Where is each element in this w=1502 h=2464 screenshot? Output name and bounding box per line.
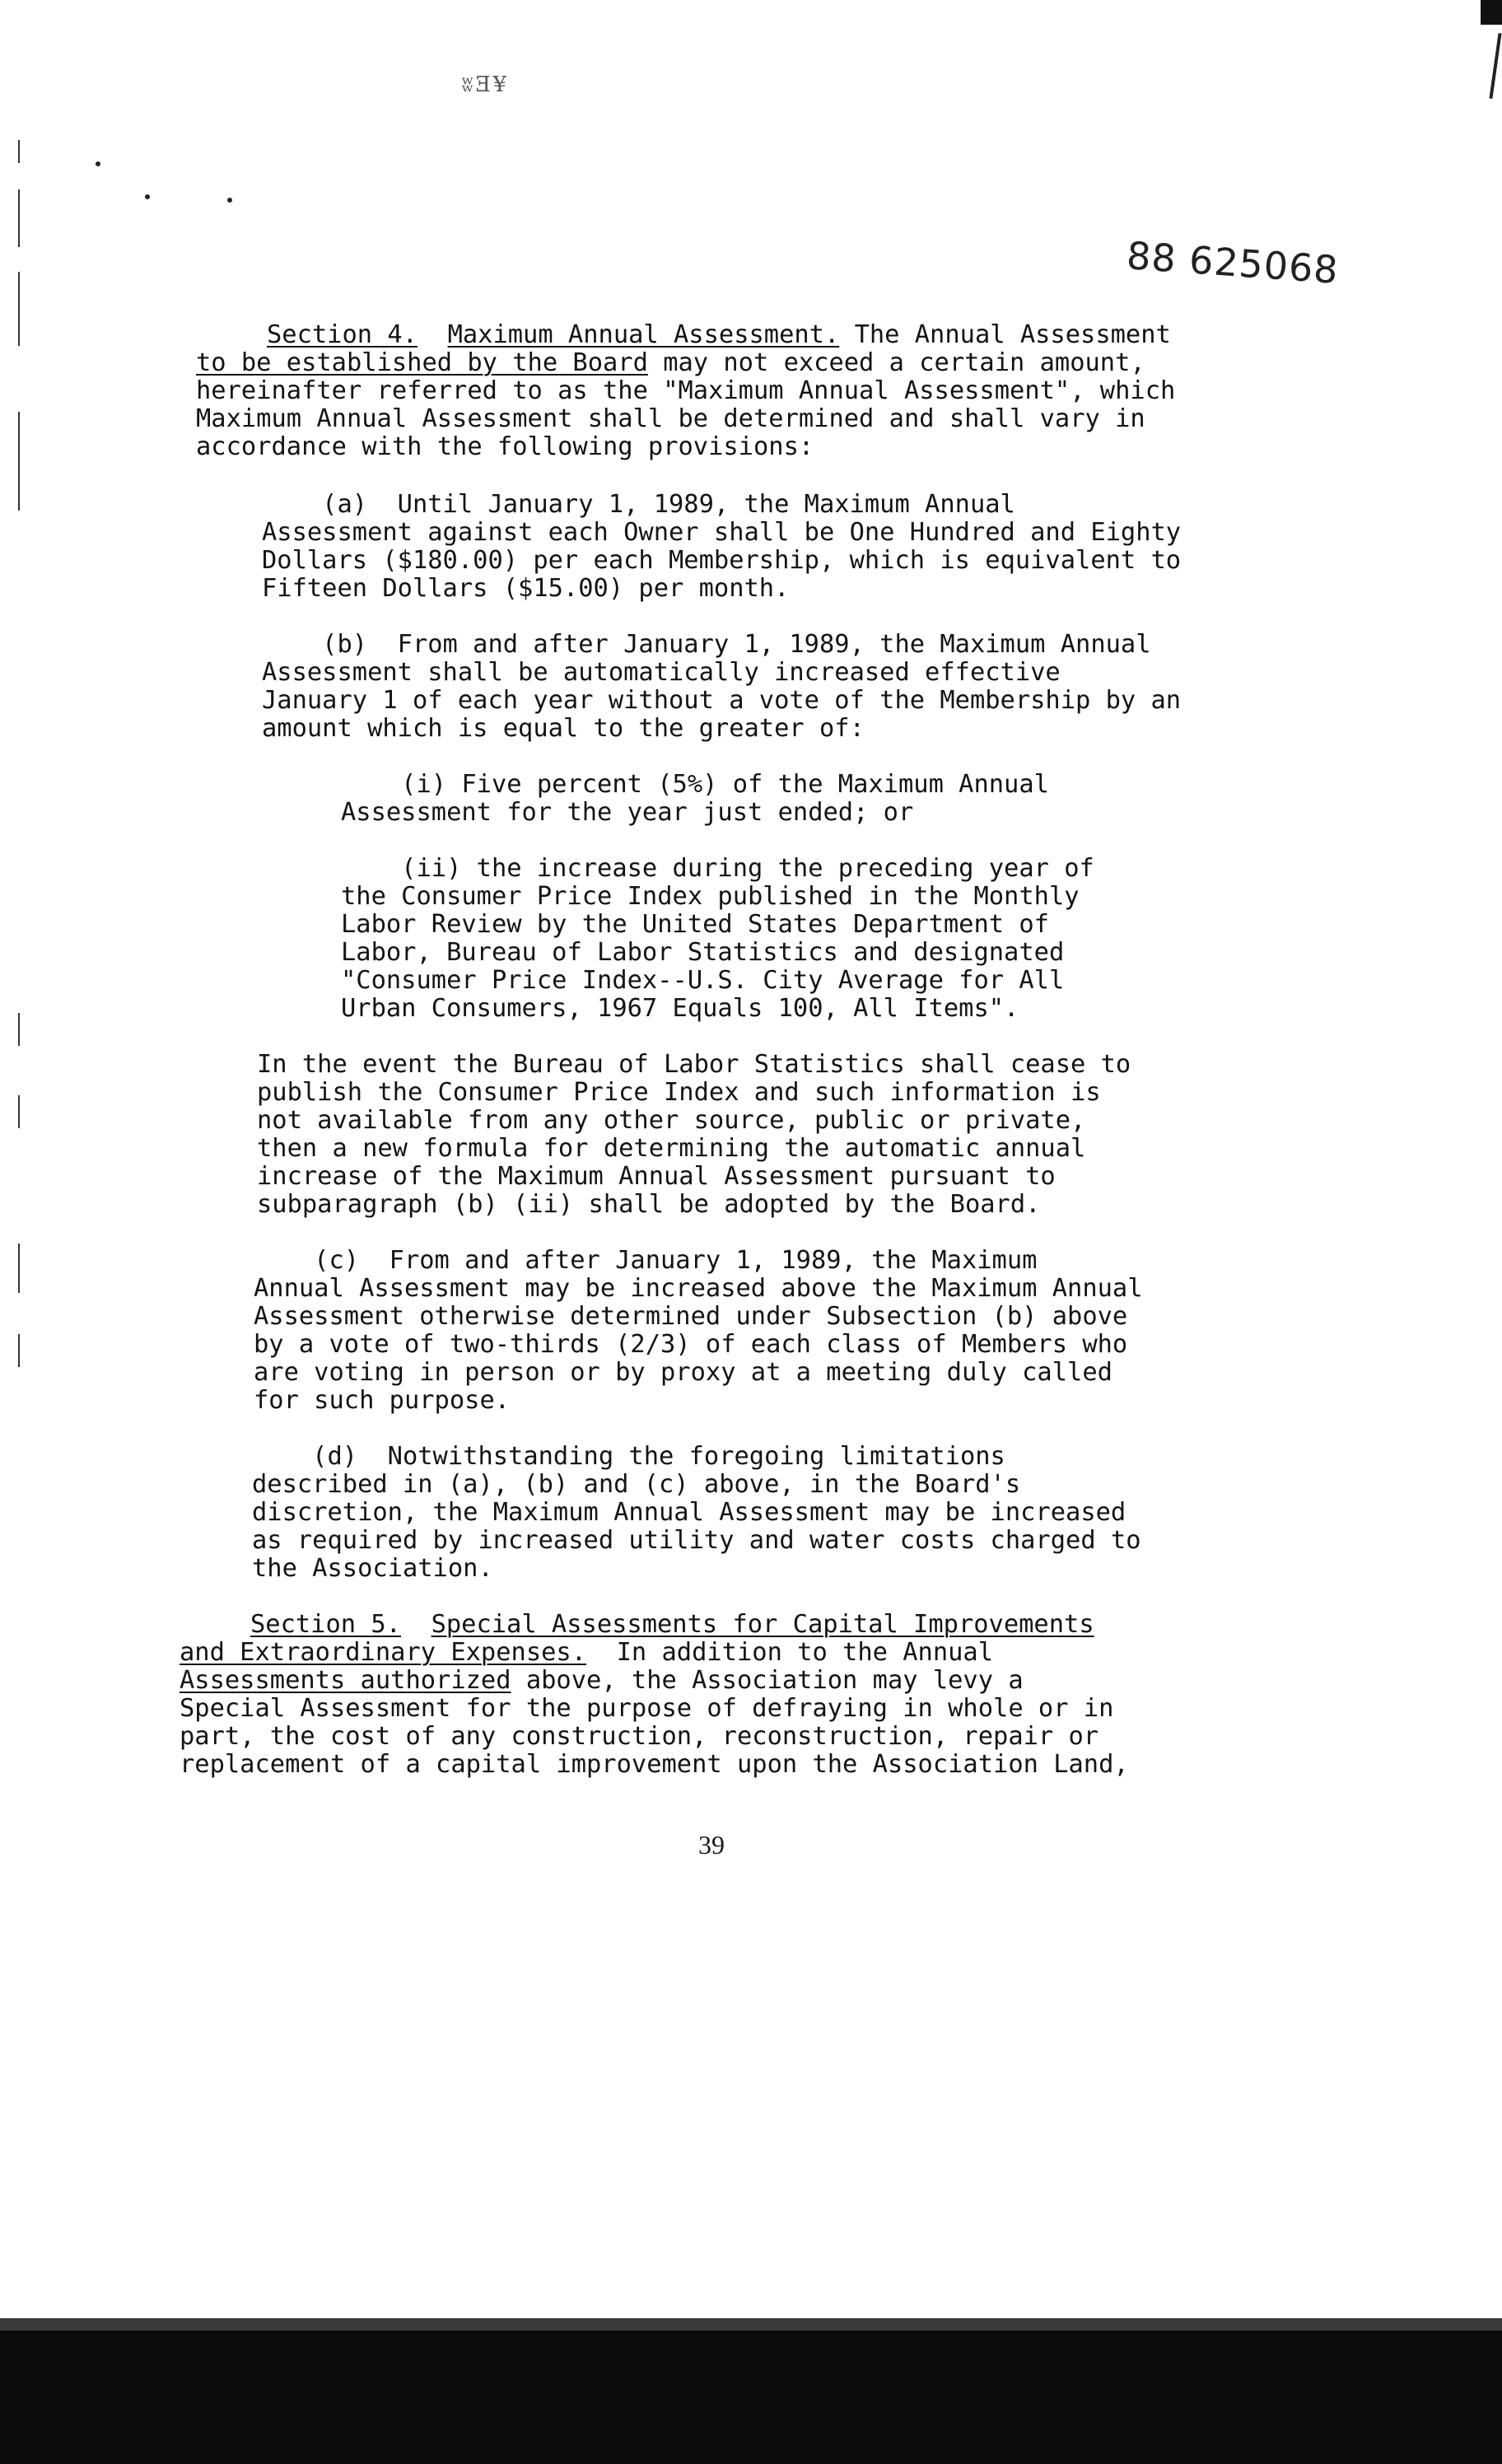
section-5-underlined-phrase: Assessments authorized (180, 1666, 511, 1695)
section-4-underlined-phrase: to be established by the Board (196, 348, 648, 377)
page-number: 39 (698, 1830, 725, 1860)
scan-artifact (18, 272, 20, 346)
scan-bottom-band (0, 2331, 1502, 2464)
document-number: 88 625068 (1125, 233, 1341, 292)
scan-artifact (18, 1013, 20, 1046)
scan-artifact (18, 412, 20, 511)
faint-stamp: ʬƎ¥ (461, 72, 509, 97)
section-4-line-2 (196, 349, 1145, 377)
section-4-number: Section 4. (267, 320, 417, 349)
scan-artifact (18, 1334, 20, 1367)
section-5-heading-line (180, 1611, 1094, 1639)
section-4-title: Maximum Annual Assessment. (447, 320, 840, 349)
section-4-line1-text: The Annual Assessment (839, 320, 1171, 349)
scan-artifact (145, 194, 150, 199)
section-5-body: Special Assessment for the purpose of defraying in whole or in part, the cost of any construction, reconstruction, repair or replacement of a capital improvement upon the Association Land, (180, 1694, 1129, 1779)
paragraph-event: In the event the Bureau of Labor Statistics shall cease to publish the Consumer Price Index and such information is not available from any other source, public or private, then a new formula for determining the automatic annual increase of the Maximum Annual Assessment pursuant to subparagraph (b) (ii) shall be adopted by the Board. (257, 1050, 1131, 1219)
scan-artifact (96, 161, 100, 166)
scan-artifact (18, 1244, 20, 1293)
section-5-line-3 (180, 1667, 1024, 1695)
paragraph-d: (d) Notwithstanding the foregoing limitations described in (a), (b) and (c) above, in the Board's discretion, the Maximum Annual Assessment may be increased as required by increased utility and water costs charged to the Association. (252, 1442, 1141, 1583)
section-5-title-line-2: and Extraordinary Expenses. (180, 1638, 587, 1667)
scan-artifact (18, 140, 20, 163)
section-4-heading-line (196, 321, 1171, 349)
scan-artifact (227, 198, 232, 203)
scan-artifact (1481, 0, 1502, 25)
scan-artifact (1489, 33, 1501, 99)
section-5-line3-text: above, the Association may levy a (511, 1666, 1024, 1695)
scan-artifact (18, 189, 20, 247)
section-5-line-2 (180, 1639, 993, 1667)
section-5-number: Section 5. (250, 1610, 401, 1639)
section-5-line2-text: In addition to the Annual (586, 1638, 994, 1667)
scan-edge (0, 2318, 1502, 2331)
paragraph-b: (b) From and after January 1, 1989, the Maximum Annual Assessment shall be automatically increased effective January 1 of each year without a vote of the Membership by an amount which is equal to the greater of: (262, 630, 1182, 743)
paragraph-a: (a) Until January 1, 1989, the Maximum Annual Assessment against each Owner shall be One Hundred and Eighty Dollars ($180.00) per each Membership, which is equivalent to Fifteen Dollars ($15.00) per month. (262, 490, 1182, 603)
paragraph-b-i: (i) Five percent (5%) of the Maximum Annual Assessment for the year just ended; or (341, 770, 1049, 827)
paragraph-b-ii: (ii) the increase during the preceding year of the Consumer Price Index published in the Monthly Labor Review by the United States Department of Labor, Bureau of Labor Statistics and designated "Consumer Price Index--U.S. City Average for All Urban Consumers, 1967 Equals 100, All Items". (341, 854, 1094, 1023)
paragraph-c: (c) From and after January 1, 1989, the Maximum Annual Assessment may be increased above the Maximum Annual Assessment otherwise determined under Subsection (b) above by a vote of two-thirds (2/3) of each class of Members who are voting in person or by proxy at a meeting duly called for such purpose. (254, 1246, 1143, 1415)
section-4-line2-text: may not exceed a certain amount, (647, 348, 1145, 377)
scan-artifact (18, 1095, 20, 1128)
section-5-title-line-1: Special Assessments for Capital Improvements (431, 1610, 1094, 1639)
section-4-body: hereinafter referred to as the "Maximum Annual Assessment", which Maximum Annual Assessment shall be determined and shall vary in accordance with the following provisions: (196, 376, 1176, 461)
